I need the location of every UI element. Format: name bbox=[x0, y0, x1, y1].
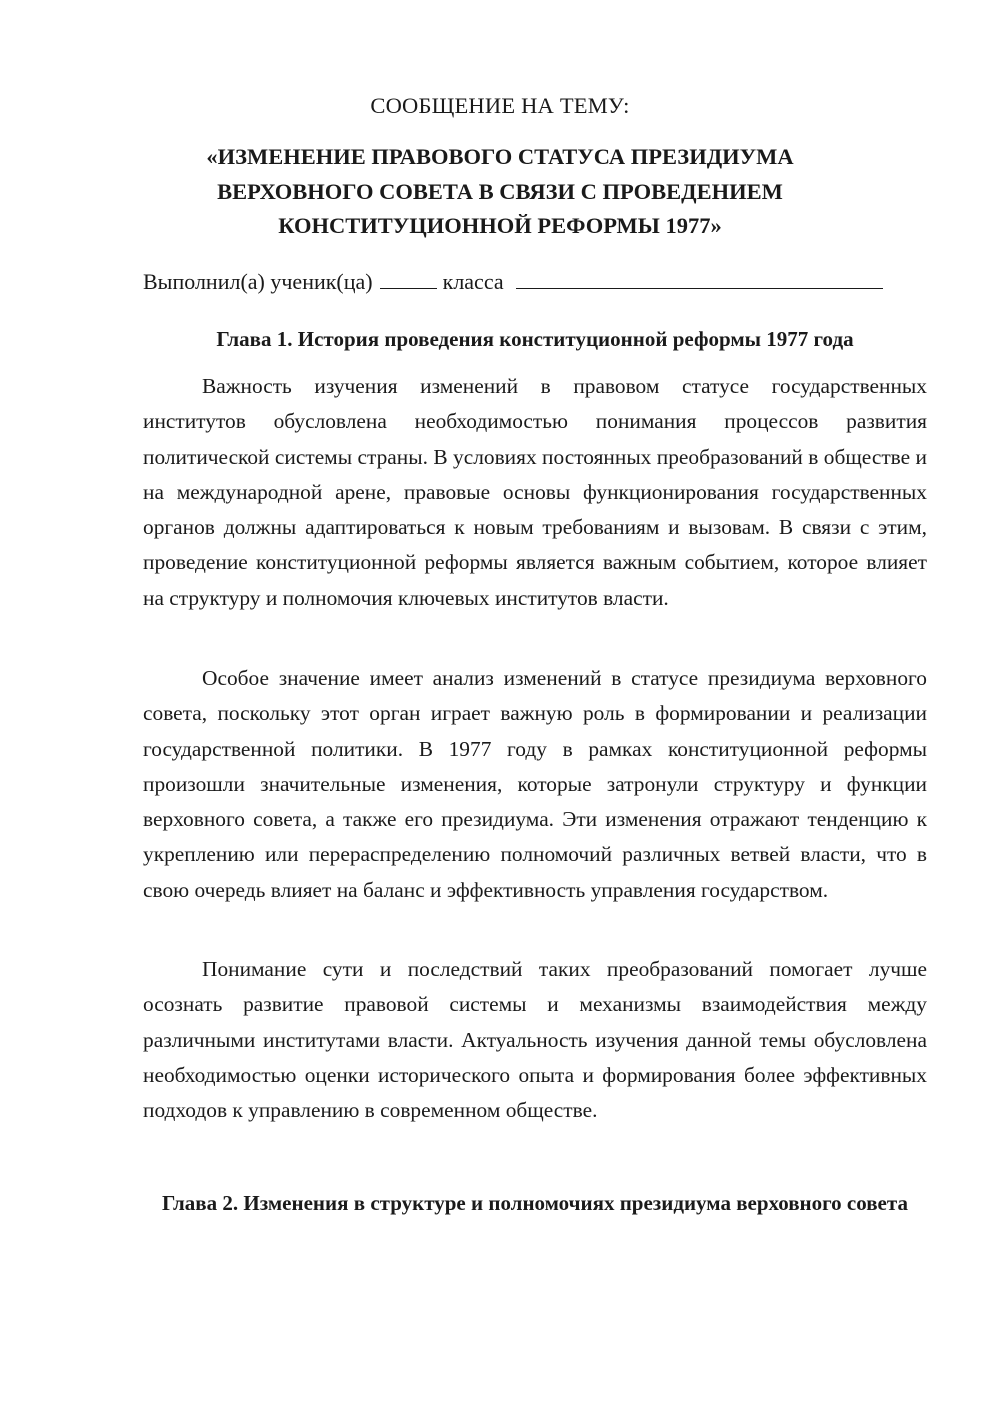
title-line: «ИЗМЕНЕНИЕ ПРАВОВОГО СТАТУСА ПРЕЗИДИУМА bbox=[206, 144, 794, 169]
document-header: СООБЩЕНИЕ НА ТЕМУ: bbox=[370, 93, 630, 118]
author-line bbox=[143, 268, 933, 295]
chapter-2-heading: Глава 2. Изменения в структуре и полномочиях президиума верховного совета bbox=[162, 1191, 908, 1215]
paragraph: Важность изучения изменений в правовом статусе государственных институтов обусловлена необходимостью понимания процессов развития политической системы страны. В условиях постоянных преобразований в обществе и на международной арене, правовые основы функционирования государственных органов должны адаптироваться к новым требованиям и вызовам. В связи с этим, проведение конституционной реформы является важным событием, которое влияет на структуру и полномочия ключевых институтов власти. bbox=[143, 374, 927, 610]
class-number-blank bbox=[380, 268, 437, 289]
chapter-1-heading: Глава 1. История проведения конституционной реформы 1977 года bbox=[216, 327, 854, 351]
paragraph: Понимание сути и последствий таких преобразований помогает лучше осознать развитие правовой системы и механизмы взаимодействия между различными институтами власти. Актуальность изучения данной темы обусловлена необходимостью оценки исторического опыта и формирования более эффективных подходов к управлению в современном обществе. bbox=[143, 957, 927, 1123]
student-name-blank bbox=[516, 268, 883, 289]
paragraph: Особое значение имеет анализ изменений в статусе президиума верховного совета, поскольку этот орган играет важную роль в формировании и реализации государственной политики. В 1977 году в рамках конституционной реформы произошли значительные изменения, которые затронули структуру и функции верховного совета, а также его президиума. Эти изменения отражают тенденцию к укреплению или перераспределению полномочий различных ветвей власти, что в свою очередь влияет на баланс и эффективность управления государством. bbox=[143, 666, 927, 902]
class-label: класса bbox=[442, 269, 504, 294]
title-line: ВЕРХОВНОГО СОВЕТА В СВЯЗИ С ПРОВЕДЕНИЕМ bbox=[217, 178, 783, 204]
document-title bbox=[150, 140, 850, 244]
title-line: КОНСТИТУЦИОННОЙ РЕФОРМЫ 1977» bbox=[278, 213, 722, 238]
author-prefix: Выполнил(а) ученик(ца) bbox=[143, 269, 373, 294]
